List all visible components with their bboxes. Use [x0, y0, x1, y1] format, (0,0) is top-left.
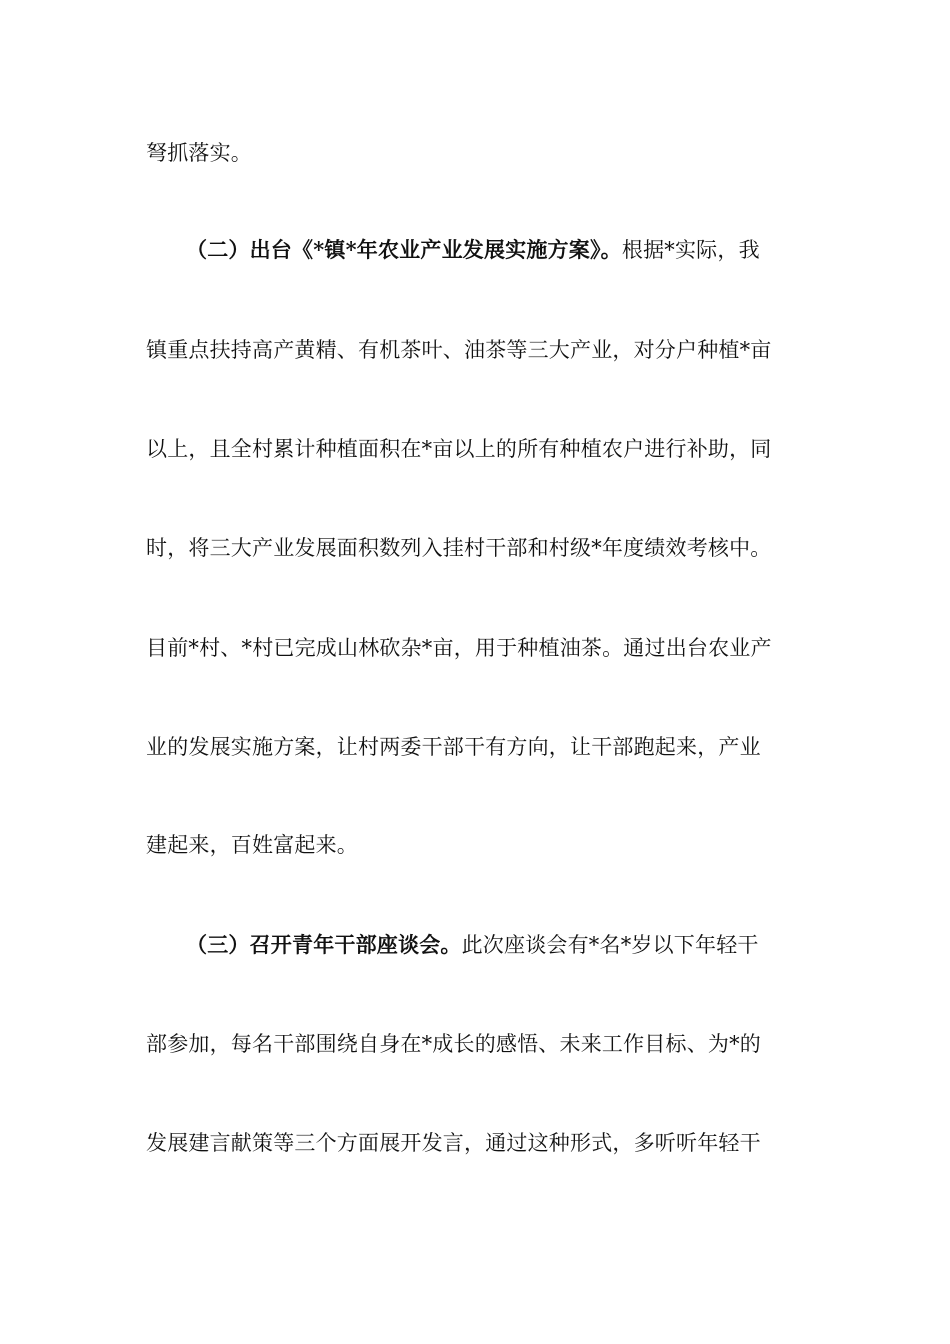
line-text: 业的发展实施方案，让村两委干部干有方向，让干部跑起来，产业 [146, 735, 761, 759]
paragraph-line [146, 1128, 816, 1158]
line-text: 发展建言献策等三个方面展开发言，通过这种形式，多听听年轻干 [146, 1131, 761, 1155]
line-text: 弩抓落实。 [146, 141, 252, 165]
paragraph-line [146, 1029, 816, 1059]
section-heading-line [186, 235, 856, 265]
paragraph-line [146, 633, 816, 663]
section-heading: （三）召开青年干部座谈会。 [186, 932, 462, 957]
paragraph-line [146, 533, 816, 563]
paragraph-line [146, 732, 816, 762]
section-heading: （二）出台《*镇*年农业产业发展实施方案》。 [186, 237, 622, 262]
line-text: 此次座谈会有*名*岁以下年轻干 [461, 933, 759, 957]
paragraph-line [146, 830, 816, 860]
line-text: 根据*实际，我 [621, 238, 760, 262]
section-heading-line [186, 930, 856, 960]
line-text: 以上，且全村累计种植面积在*亩以上的所有种植农户进行补助，同 [146, 437, 772, 461]
line-text: 部参加，每名干部围绕自身在*成长的感悟、未来工作目标、为*的 [146, 1032, 761, 1056]
paragraph-line [146, 335, 816, 365]
paragraph-line [146, 138, 816, 168]
line-text: 建起来，百姓富起来。 [146, 833, 358, 857]
line-text: 镇重点扶持高产黄精、有机茶叶、油茶等三大产业，对分户种植*亩 [146, 338, 772, 362]
paragraph-line [146, 434, 816, 464]
line-text: 时，将三大产业发展面积数列入挂村干部和村级*年度绩效考核中。 [146, 536, 772, 560]
line-text: 目前*村、*村已完成山林砍杂*亩，用于种植油茶。通过出台农业产 [146, 636, 772, 660]
